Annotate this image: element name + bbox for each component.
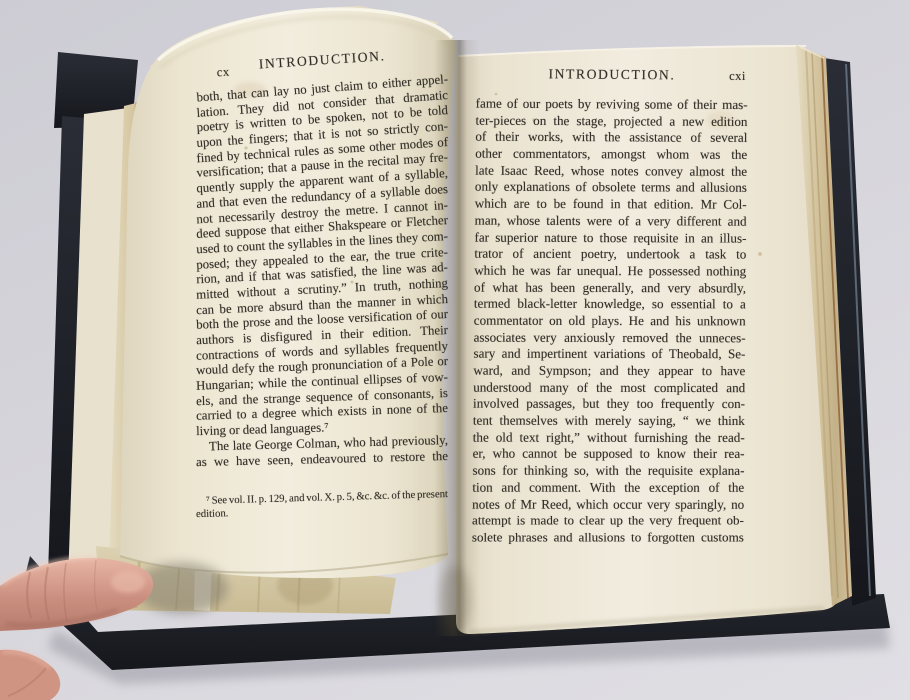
body-line: authors is disfigured in their edition. Their [195, 323, 449, 348]
page-number-right: cxi [729, 68, 746, 83]
body-line: would defy the rough pronunciation of a Pole or [195, 354, 449, 378]
body-line: far superior nature to those requisite in an illus- [474, 229, 747, 246]
body-line: of their works, with the assistance of several [475, 128, 748, 146]
body-line: termed black-letter knowledge, so essential to a [473, 295, 746, 312]
body-line: deed suppose that either Shakspeare or Fletcher [195, 213, 449, 242]
body-line: The late George Colman, who had previously, [208, 432, 449, 454]
body-line: lation. They did not consider that dramatic [196, 87, 449, 120]
body-line: as we have seen, endeavoured to restore the [195, 448, 449, 469]
body-line: both, that can lay no just claim to either appel- [196, 72, 449, 105]
body-line: Hungarian; while the continual ellipses of vow- [195, 370, 449, 393]
body-line: er, who cannot be supposed to know their rea- [472, 446, 745, 462]
body-line: els, and the strange sequence of consonants, is [195, 385, 449, 408]
body-line: not necessarily destroy the metre. I cannot in- [195, 197, 449, 226]
body-line: carried to a degree which exists in none of the [195, 401, 449, 424]
body-line: late Isaac Reed, whose notes convey almost the [475, 162, 748, 179]
body-line: and that even the redundancy of a syllable does [195, 181, 449, 211]
body-line: which he was far unequal. He possessed nothing [474, 262, 747, 279]
body-line: fame of our poets by reviving some of their mas- [475, 95, 748, 113]
body-line: used to count the syllables in the lines they com- [195, 228, 449, 257]
body-line: both the prose and the loose versification of our [195, 307, 449, 333]
body-line: living or dead languages.⁷ [195, 420, 329, 439]
body-line: involved passages, but they too frequently con- [473, 395, 746, 412]
body-line: the old text right,” without furnishing the read- [472, 429, 745, 445]
right-page-body [472, 96, 748, 549]
body-line: tion and comment. With the exception of the [472, 479, 745, 495]
footnote-line: edition. [195, 507, 229, 520]
body-line: attempt is made to clear up the very frequent ob- [472, 512, 744, 528]
body-line: rion, and if that was satisfied, the line was ad- [195, 260, 449, 287]
body-line: fined by technical rules as some other modes of [196, 134, 449, 166]
body-line: commentator on old plays. He and his unknown [473, 312, 746, 329]
body-line: can be more absurd than the manner in which [195, 291, 449, 317]
body-line: contractions of words and syllables frequently [195, 338, 449, 363]
right-page-text [472, 66, 748, 549]
left-page-text [195, 44, 449, 520]
body-line: of what has been generally, and very absurdly, [474, 279, 747, 296]
body-line: upon the fingers; that it is not so strictly con- [196, 119, 449, 150]
body-line: mitted without a scrutiny.” In truth, nothing [195, 275, 449, 302]
body-line: sary and impertinent variations of Theobald, Se- [473, 345, 746, 362]
body-line: only explanations of obsolete terms and allusions [474, 179, 747, 196]
left-page-footnote [195, 488, 449, 520]
body-line: other commentators, amongst whom was the [475, 145, 748, 162]
body-line: versification; that a pause in the recital may fre- [196, 150, 449, 181]
body-line: tent themselves with merely saying, “ we think [472, 412, 745, 429]
body-line: ter-pieces on the stage, projected a new edition [475, 112, 748, 129]
right-page-header [476, 66, 748, 86]
running-header-right: INTRODUCTION. [548, 66, 676, 83]
body-line: understood many of the most complicated and [473, 379, 746, 395]
left-page-body [195, 72, 449, 469]
running-header-left: INTRODUCTION. [258, 48, 386, 72]
body-line: poetry is written to be spoken, not to be told [196, 103, 449, 135]
header-spacer [408, 56, 448, 59]
body-line: sons for thinking so, with the requisite explana- [472, 462, 745, 478]
body-line: ward, and Sympson; and they appear to have [473, 362, 746, 379]
body-line: solete phrases and allusions to forgotten customs [471, 529, 744, 545]
body-line: notes of Mr Reed, which occur very sparingly, no [472, 496, 745, 512]
body-line: which are to be found in that edition. Mr Col- [474, 195, 747, 212]
body-line: quently supply the apparent want of a syllable, [195, 166, 449, 196]
body-line: trator of ancient poetry, undertook a task to [474, 245, 747, 262]
body-line: posed; they appealed to the ear, the true crite- [195, 244, 449, 272]
page-number-left: cx [216, 64, 231, 80]
body-line: man, whose talents were of a very different and [474, 212, 747, 229]
footnote-line: ⁷ See vol. II. p. 129, and vol. X. p. 5, &c. &c. of the present [205, 488, 449, 507]
body-line: associates very anxiously removed the unneces- [473, 329, 746, 345]
